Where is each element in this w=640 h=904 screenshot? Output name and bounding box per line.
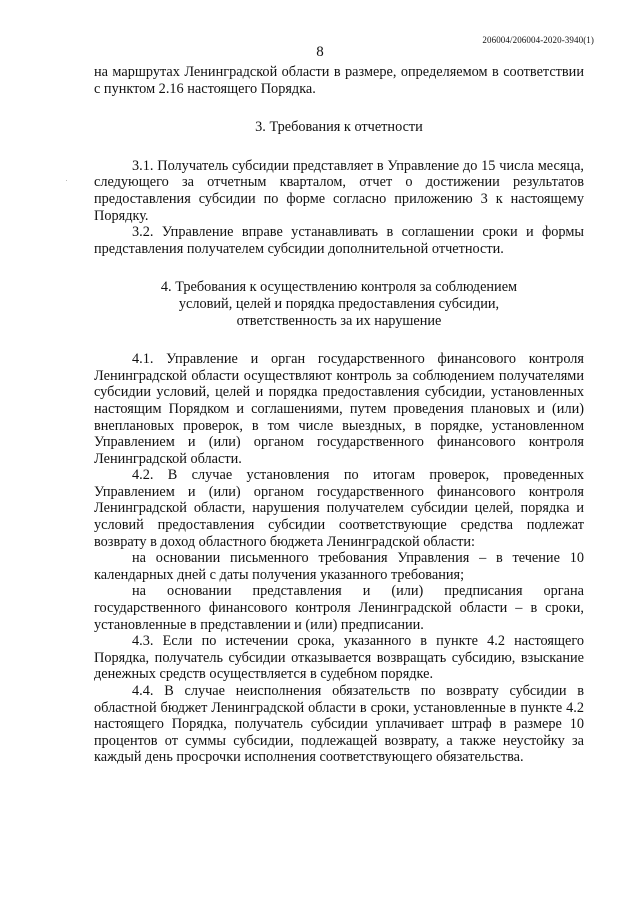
scan-speck <box>66 180 67 181</box>
spacer <box>94 97 584 119</box>
spacer <box>94 257 584 279</box>
paragraph-4-3: 4.3. Если по истечении срока, указанного в пункте 4.2 настоящего Порядка, получатель субсидии отказывается возвращать субсидию, взыскание денежных средств осуществляется в судебном порядке. <box>94 633 584 683</box>
section-4-heading <box>94 279 584 329</box>
paragraph-4-2: 4.2. В случае установления по итогам проверок, проведенных Управлением и (или) органом государственного финансового контроля Ленинградской области, нарушения получателем субсидии целей, порядка и условий предоставления субсидии соответствующие средства подлежат возврату в доход областного бюджета Ленинградской области: <box>94 467 584 550</box>
section-3-heading: 3. Требования к отчетности <box>255 119 423 136</box>
paragraph-4-4: 4.4. В случае неисполнения обязательств по возврату субсидии в областной бюджет Ленинградской области в сроки, установленные в пункте 4.2 настоящего Порядка, получатель субсидии уплачивает штраф в размере 10 процентов от суммы субсидии, подлежащей возврату, а также неустойку за каждый день просрочки исполнения соответствующего обязательства. <box>94 683 584 766</box>
paragraph-4-2-item-b: на основании представления и (или) предписания органа государственного финансового контроля Ленинградской области – в сроки, установленные в представлении и (или) предписании. <box>94 583 584 633</box>
paragraph-3-2: 3.2. Управление вправе устанавливать в соглашении сроки и формы представления получателем субсидии дополнительной отчетности. <box>94 224 584 257</box>
document-code: 206004/206004-2020-3940(1) <box>482 35 594 45</box>
spacer <box>94 329 584 351</box>
paragraph-4-2-item-a: на основании письменного требования Управления – в течение 10 календарных дней с даты получения указанного требования; <box>94 550 584 583</box>
spacer <box>94 136 584 158</box>
section-4-heading-line-3: ответственность за их нарушение <box>236 312 442 329</box>
page-number: 8 <box>316 44 324 60</box>
paragraph-continuation: на маршрутах Ленинградской области в размере, определяемом в соответствии с пунктом 2.16 настоящего Порядка. <box>94 64 584 97</box>
section-4-heading-line-1: 4. Требования к осуществлению контроля за соблюдением <box>160 279 518 296</box>
section-4-heading-line-2: условий, целей и порядка предоставления субсидии, <box>178 295 500 312</box>
paragraph-4-1: 4.1. Управление и орган государственного финансового контроля Ленинградской области осуществляют контроль за соблюдением получателями субсидии условий, целей и порядка предоставления субсидии, установленных настоящим Порядком и соглашениями, путем проведения плановых и (или) внеплановых проверок, в том числе выездных, в порядке, установленном Управлением и (или) органом государственного финансового контроля Ленинградской области. <box>94 351 584 467</box>
document-body <box>94 64 584 766</box>
paragraph-3-1: 3.1. Получатель субсидии представляет в Управление до 15 числа месяца, следующего за отчетным кварталом, отчет о достижении результатов предоставления субсидии по форме согласно приложению 3 к настоящему Порядку. <box>94 157 584 224</box>
